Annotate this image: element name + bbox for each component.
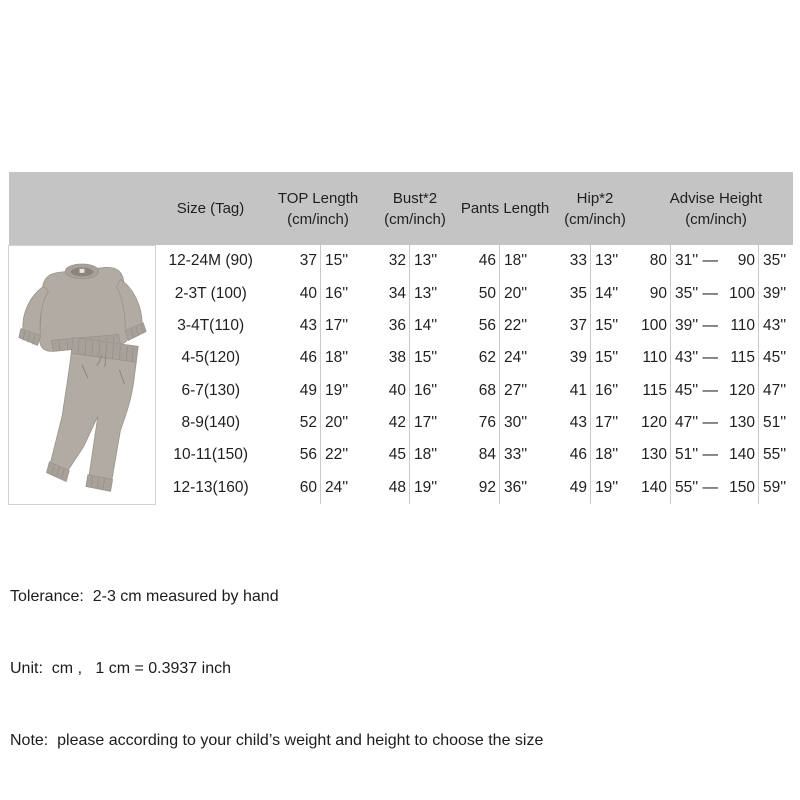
ah-in2-cell: 35'' — [759, 245, 793, 277]
size-cell: 6-7(130) — [181, 381, 241, 399]
pants-cm-cell: 50 — [478, 284, 497, 302]
pants-cm-cell: 46 — [478, 252, 497, 270]
top-in-cell: 19'' — [321, 375, 371, 407]
bust-cm-cell: 45 — [388, 446, 406, 464]
hip-in-cell: 18'' — [591, 439, 640, 471]
pants-illustration — [46, 337, 138, 491]
sweatshirt-illustration — [18, 263, 145, 350]
size-chart — [8, 172, 793, 505]
hip-in-cell: 15'' — [591, 310, 640, 342]
ah-cm2-cell: 150 — [729, 478, 756, 496]
size-column-header — [156, 172, 266, 245]
ah-cm2-cell: 115 — [730, 349, 756, 367]
image-header-cell — [9, 172, 156, 245]
hip-cm-cell: 41 — [569, 381, 588, 399]
ah-in1-cell: 43'' — — [671, 342, 723, 374]
top-cm-cell: 56 — [299, 446, 317, 464]
size-cell: 10-11(150) — [173, 446, 249, 464]
header-unit: (cm/inch) — [685, 210, 747, 228]
bust-in-cell: 19'' — [410, 472, 460, 504]
hip-cm-cell: 35 — [569, 284, 588, 302]
bust-cm-cell: 34 — [388, 284, 406, 302]
ah-in1-cell: 31'' — — [671, 245, 723, 277]
bust-in-cell: 18'' — [410, 439, 460, 471]
hip-in-cell: 14'' — [591, 277, 640, 309]
advise-height-column-header — [640, 172, 793, 245]
hip-in-cell: 16'' — [591, 375, 640, 407]
ah-in1-cell: 35'' — — [671, 277, 723, 309]
pants-in-cell: 20'' — [500, 277, 551, 309]
ah-cm1-cell: 110 — [642, 349, 668, 367]
ah-cm2-cell: 90 — [737, 252, 756, 270]
ah-in2-cell: 45'' — [759, 342, 793, 374]
pants-cm-cell: 84 — [478, 446, 497, 464]
unit-note: Unit: cm , 1 cm = 0.3937 inch — [10, 660, 231, 677]
hip-cm-cell: 33 — [569, 252, 588, 270]
ah-cm2-cell: 120 — [729, 381, 756, 399]
tolerance-note: Tolerance: 2-3 cm measured by hand — [10, 588, 279, 605]
size-table-body — [9, 245, 793, 504]
header-label: Hip*2 — [576, 189, 614, 207]
ah-in2-cell: 47'' — [759, 375, 793, 407]
ah-in2-cell: 43'' — [759, 310, 793, 342]
hip-in-cell: 19'' — [591, 472, 640, 504]
ah-cm1-cell: 90 — [649, 284, 668, 302]
top-cm-cell: 49 — [299, 381, 317, 399]
ah-cm1-cell: 130 — [641, 446, 668, 464]
bust-in-cell: 13'' — [410, 245, 460, 277]
top-length-column-header — [266, 172, 371, 245]
table-row — [9, 245, 793, 277]
top-in-cell: 16'' — [321, 277, 371, 309]
top-in-cell: 17'' — [321, 310, 371, 342]
size-cell: 4-5(120) — [181, 349, 241, 367]
ah-cm1-cell: 140 — [641, 478, 668, 496]
top-cm-cell: 43 — [299, 316, 317, 334]
top-cm-cell: 60 — [299, 478, 317, 496]
header-label: Pants Length — [460, 200, 550, 217]
measurement-notes — [10, 537, 543, 777]
ah-in2-cell: 55'' — [759, 439, 793, 471]
top-in-cell: 24'' — [321, 472, 371, 504]
hip-in-cell: 15'' — [591, 342, 640, 374]
header-unit: (cm/inch) — [564, 210, 626, 228]
ah-in1-cell: 47'' — — [671, 407, 723, 439]
hip-in-cell: 13'' — [591, 245, 640, 277]
header-unit: (cm/inch) — [287, 210, 349, 228]
pants-cm-cell: 92 — [478, 478, 497, 496]
bust-cm-cell: 40 — [388, 381, 406, 399]
header-label: Advise Height — [669, 189, 763, 207]
bust-in-cell: 13'' — [410, 277, 460, 309]
hip-cm-cell: 49 — [569, 478, 588, 496]
hip-cm-cell: 43 — [569, 414, 588, 432]
pants-in-cell: 36'' — [500, 472, 551, 504]
bust-in-cell: 15'' — [410, 342, 460, 374]
top-in-cell: 22'' — [321, 439, 371, 471]
table-header-row — [9, 172, 793, 245]
size-table — [8, 172, 793, 505]
size-cell: 3-4T(110) — [177, 316, 245, 334]
pants-cm-cell: 68 — [478, 381, 497, 399]
top-cm-cell: 37 — [299, 252, 317, 270]
ah-cm1-cell: 100 — [641, 316, 668, 334]
hip-column-header — [551, 172, 640, 245]
top-cm-cell: 52 — [299, 414, 317, 432]
header-unit: (cm/inch) — [384, 210, 446, 228]
ah-cm1-cell: 80 — [649, 252, 668, 270]
product-photo — [10, 246, 155, 499]
header-label: Bust*2 — [392, 189, 438, 207]
header-label: TOP Length — [277, 189, 359, 207]
product-image-cell — [9, 245, 156, 504]
ah-in1-cell: 39'' — — [671, 310, 723, 342]
bust-in-cell: 17'' — [410, 407, 460, 439]
hip-cm-cell: 37 — [569, 316, 588, 334]
bust-cm-cell: 38 — [388, 349, 406, 367]
bust-cm-cell: 48 — [388, 478, 406, 496]
ah-cm2-cell: 110 — [730, 316, 756, 334]
bust-in-cell: 14'' — [410, 310, 460, 342]
pants-length-column-header — [460, 172, 551, 245]
top-cm-cell: 46 — [299, 349, 317, 367]
pants-in-cell: 24'' — [500, 342, 551, 374]
ah-in1-cell: 55'' — — [671, 472, 723, 504]
bust-in-cell: 16'' — [410, 375, 460, 407]
pants-in-cell: 33'' — [500, 439, 551, 471]
bust-cm-cell: 32 — [388, 252, 406, 270]
size-choice-note: Note: please according to your child’s weight and height to choose the size — [10, 732, 544, 749]
pants-in-cell: 30'' — [500, 407, 551, 439]
ah-cm1-cell: 115 — [642, 381, 668, 399]
ah-in1-cell: 51'' — — [671, 439, 723, 471]
top-cm-cell: 40 — [299, 284, 317, 302]
ah-in2-cell: 59'' — [759, 472, 793, 504]
ah-in2-cell: 39'' — [759, 277, 793, 309]
hip-in-cell: 17'' — [591, 407, 640, 439]
ah-cm2-cell: 100 — [729, 284, 756, 302]
bust-cm-cell: 36 — [388, 316, 406, 334]
pants-cm-cell: 76 — [478, 414, 497, 432]
ah-in2-cell: 51'' — [759, 407, 793, 439]
ah-cm2-cell: 140 — [729, 446, 756, 464]
ah-in1-cell: 45'' — — [671, 375, 723, 407]
hip-cm-cell: 39 — [569, 349, 588, 367]
bust-column-header — [371, 172, 460, 245]
ah-cm2-cell: 130 — [729, 414, 756, 432]
size-cell: 12-13(160) — [172, 478, 249, 496]
top-in-cell: 15'' — [321, 245, 371, 277]
pants-in-cell: 22'' — [500, 310, 551, 342]
header-label: Size (Tag) — [176, 200, 245, 217]
bust-cm-cell: 42 — [388, 414, 406, 432]
size-cell: 2-3T (100) — [174, 284, 247, 302]
ah-cm1-cell: 120 — [641, 414, 668, 432]
top-in-cell: 20'' — [321, 407, 371, 439]
hip-cm-cell: 46 — [569, 446, 588, 464]
pants-in-cell: 27'' — [500, 375, 551, 407]
size-cell: 12-24M (90) — [168, 252, 253, 270]
top-in-cell: 18'' — [321, 342, 371, 374]
size-cell: 8-9(140) — [181, 414, 241, 432]
pants-in-cell: 18'' — [500, 245, 551, 277]
pants-cm-cell: 62 — [478, 349, 497, 367]
pants-cm-cell: 56 — [478, 316, 497, 334]
